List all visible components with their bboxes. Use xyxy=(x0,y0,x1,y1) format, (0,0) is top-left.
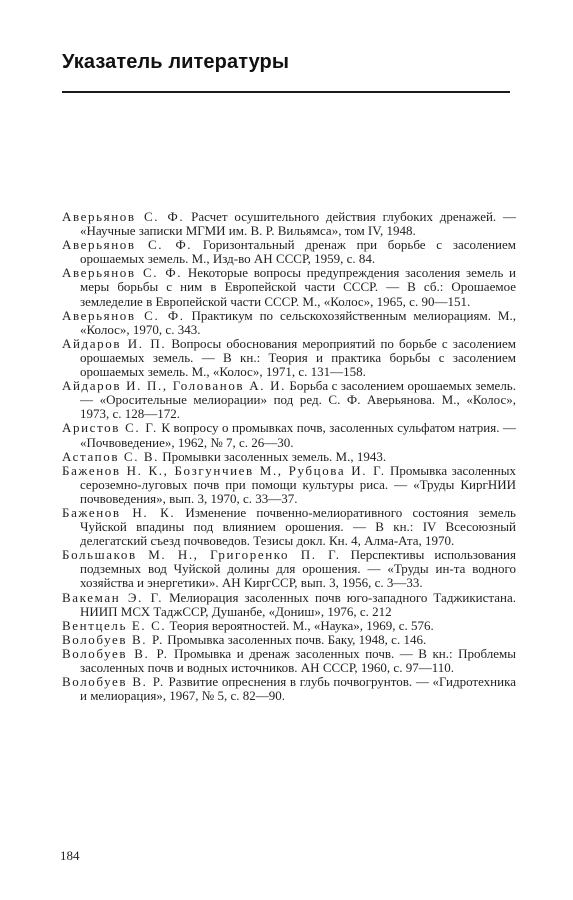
entry-text: Теория вероятностей. М., «Наука», 1969, с. 576. xyxy=(166,617,434,633)
entry-text: Некоторые вопросы предупреждения засоления земель и меры борьбы с ним в Европейской части СССР. — В сб.: Орошаемое земледелие в Европейской части СССР. М., «Колос», 1965, с. 90—151. xyxy=(80,265,516,309)
entry-text: Промывка засоленных почв. Баку, 1948, с. 146. xyxy=(164,631,427,647)
entry-text: Промывка засоленных сероземно-луговых почв при помощи культуры риса. — «Труды КиргНИИ почвоведения», вып. 3, 1970, с. 33—37. xyxy=(80,462,516,506)
bibliography-entry xyxy=(62,238,516,266)
bibliography-entry xyxy=(62,506,516,548)
entry-author: Вентцель Е. С. xyxy=(62,617,167,633)
bibliography-entry xyxy=(62,647,516,675)
entry-author: Волобуев В. Р. xyxy=(62,674,165,690)
entry-text: Промывки засоленных земель. М., 1943. xyxy=(159,448,387,464)
bibliography-entry xyxy=(62,450,516,464)
title-rule xyxy=(62,91,510,93)
entry-text: Перспективы использования подземных вод Чуйской долины для орошения. — «Труды ин-та водного хозяйства и энергетики». АН КиргССР, вып. 3, 1956, с. 3—33. xyxy=(80,547,516,591)
bibliography-entry xyxy=(62,548,516,590)
entry-text: Изменение почвенно-мелиоративного состояния земель Чуйской впадины под влиянием орошения. — В кн.: IV Всесоюзный делегатский съезд почвоведов. Тезисы докл. Кн. 4, Алма-Ата, 1970. xyxy=(80,504,516,549)
entry-author: Аверьянов С. Ф. xyxy=(62,237,193,253)
entry-author: Аристов С. Г. xyxy=(62,420,158,436)
section-title: Указатель литературы xyxy=(62,51,290,73)
entry-author: Баженов Н. К. xyxy=(62,504,176,520)
entry-text: Горизонтальный дренаж при борьбе с засолением орошаемых земель. М., Изд-во АН СССР, 1959, с. 84. xyxy=(80,237,516,267)
entry-text: Промывка и дренаж засоленных почв. — В кн.: Проблемы засоленных почв и водных источников. АН СССР, 1960, с. 97—110. xyxy=(80,645,516,675)
entry-author: Волобуев В. Р. xyxy=(62,631,165,647)
bibliography-entry xyxy=(62,337,516,379)
bibliography-entry xyxy=(62,421,516,449)
page-number: 184 xyxy=(60,848,80,863)
bibliography-entry xyxy=(62,619,516,633)
entry-text: Вопросы обоснования мероприятий по борьбе с засолением орошаемых земель. — В кн.: Теория и практика борьбы с засолением орошаемых земель. М., «Колос», 1971, с. 131—158. xyxy=(80,335,516,380)
entry-author: Астапов С. В. xyxy=(62,448,160,464)
entry-author: Аверьянов С. Ф. xyxy=(62,265,183,281)
entry-author: Вакеман Э. Г. xyxy=(62,589,164,605)
bibliography-entry xyxy=(62,633,516,647)
bibliography-list xyxy=(62,210,516,703)
bibliography-entry xyxy=(62,591,516,619)
entry-author: Волобуев В. Р. xyxy=(62,645,169,661)
entry-author: Аверьянов С. Ф. xyxy=(62,307,185,323)
bibliography-entry xyxy=(62,210,516,238)
entry-author: Аверьянов С. Ф. xyxy=(62,209,185,224)
entry-text: К вопросу о промывках почв, засоленных сульфатом натрия. — «Почвоведение», 1962, № 7, с. 26—30. xyxy=(80,420,516,450)
bibliography-entry xyxy=(62,266,516,308)
entry-author: Айдаров И. П. xyxy=(62,335,167,351)
entry-text: Борьба с засолением орошаемых земель. — «Оросительные мелиорации» под ред. С. Ф. Аверьянова. М., «Колос», 1973, с. 128—172. xyxy=(80,378,516,422)
bibliography-entry xyxy=(62,309,516,337)
entry-text: Развитие опреснения в глубь почвогрунтов. — «Гидротехника и мелиорация», 1967, № 5, с. 82—90. xyxy=(80,674,516,704)
entry-author: Баженов Н. К., Бозгунчиев М., Рубцова И. Г. xyxy=(62,462,386,478)
bibliography-entry xyxy=(62,464,516,506)
bibliography-entry xyxy=(62,379,516,421)
entry-author: Айдаров И. П., Голованов А. И. xyxy=(62,378,286,394)
bibliography-entry xyxy=(62,675,516,703)
entry-text: Практикум по сельскохозяйственным мелиорациям. М., «Колос», 1970, с. 343. xyxy=(80,307,516,337)
entry-text: Расчет осушительного действия глубоких дренажей. — «Научные записки МГМИ им. В. Р. Вильямса», том IV, 1948. xyxy=(80,209,516,239)
entry-text: Мелиорация засоленных почв юго-западного Таджикистана. НИИП МСХ ТаджССР, Душанбе, «Дониш», 1976, с. 212 xyxy=(80,589,516,619)
entry-author: Большаков М. Н., Григоренко П. Г. xyxy=(62,547,341,563)
